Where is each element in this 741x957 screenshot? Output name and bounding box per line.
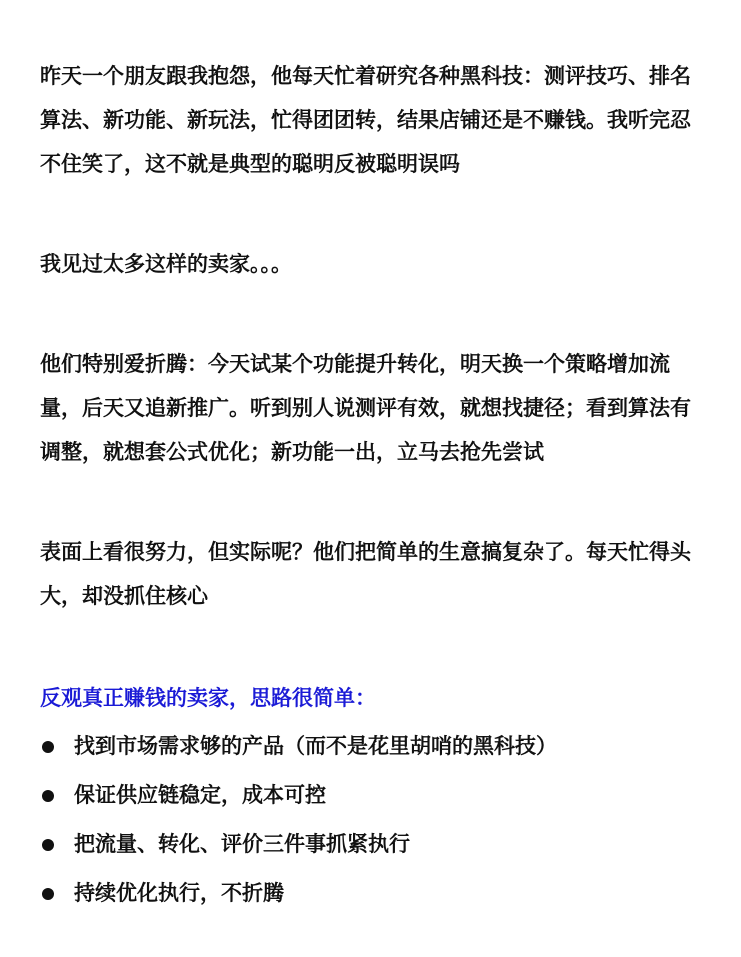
spacer [40,286,711,342]
spacer [40,618,711,676]
list-item-text: 保证供应链稳定，成本可控 [74,783,326,807]
bullet-list [40,722,711,918]
list-item [40,771,711,820]
list-item [40,820,711,869]
bullet-dot-icon [42,741,54,753]
spacer [40,474,711,530]
bullet-dot-icon [42,790,54,802]
paragraph-seen-sellers: 我见过太多这样的卖家。。。 [40,252,292,276]
bullet-dot-icon [42,888,54,900]
paragraph-complaint: 昨天一个朋友跟我抱怨，他每天忙着研究各种黑科技：测评技巧、排名算法、新功能、新玩法，忙得团团转，结果店铺还是不赚钱。我听完忍不住笑了，这不就是典型的聪明反被聪明误吗 [40,64,691,176]
list-item [40,722,711,771]
paragraph-surface-effort: 表面上看很努力，但实际呢？他们把简单的生意搞复杂了。每天忙得头大，却没抓住核心 [40,540,691,608]
bullet-dot-icon [42,839,54,851]
paragraph-tinkering: 他们特别爱折腾：今天试某个功能提升转化，明天换一个策略增加流量，后天又追新推广。听到别人说测评有效，就想找捷径；看到算法有调整，就想套公式优化；新功能一出，立马去抢先尝试 [40,352,691,464]
list-item-text: 把流量、转化、评价三件事抓紧执行 [74,832,410,856]
spacer [40,186,711,242]
section-heading: 反观真正赚钱的卖家，思路很简单： [40,686,376,710]
list-item-text: 持续优化执行，不折腾 [74,881,284,905]
list-item [40,869,711,918]
list-item-text: 找到市场需求够的产品（而不是花里胡哨的黑科技） [74,734,557,758]
